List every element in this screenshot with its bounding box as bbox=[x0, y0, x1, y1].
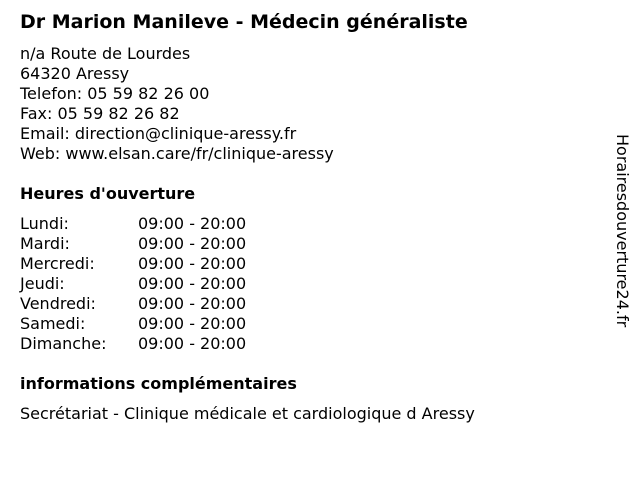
address-block bbox=[20, 44, 334, 164]
time-range: 09:00 - 20:00 bbox=[138, 334, 247, 353]
address-street: n/a Route de Lourdes bbox=[20, 44, 191, 63]
time-range: 09:00 - 20:00 bbox=[138, 274, 247, 293]
fax-number: Fax: 05 59 82 26 82 bbox=[20, 104, 180, 123]
phone-number: Telefon: 05 59 82 26 00 bbox=[20, 84, 210, 103]
website-url: Web: www.elsan.care/fr/clinique-aressy bbox=[20, 144, 334, 163]
hours-row-sunday bbox=[20, 334, 246, 354]
time-range: 09:00 - 20:00 bbox=[138, 294, 247, 313]
day-label: Mardi: bbox=[20, 234, 70, 253]
hours-row-monday bbox=[20, 214, 246, 234]
time-range: 09:00 - 20:00 bbox=[138, 214, 247, 233]
page-title: Dr Marion Manileve - Médecin généraliste bbox=[20, 11, 468, 33]
address-city: 64320 Aressy bbox=[20, 64, 130, 83]
day-label: Lundi: bbox=[20, 214, 69, 233]
day-label: Jeudi: bbox=[20, 274, 65, 293]
opening-hours-table bbox=[20, 214, 246, 354]
hours-row-friday bbox=[20, 294, 246, 314]
email-address: Email: direction@clinique-aressy.fr bbox=[20, 124, 297, 143]
day-label: Mercredi: bbox=[20, 254, 95, 273]
site-watermark: Horairesdouverture24.fr bbox=[613, 134, 632, 328]
additional-info-heading: informations complémentaires bbox=[20, 374, 297, 393]
time-range: 09:00 - 20:00 bbox=[138, 254, 247, 273]
time-range: 09:00 - 20:00 bbox=[138, 234, 247, 253]
day-label: Dimanche: bbox=[20, 334, 107, 353]
hours-row-saturday bbox=[20, 314, 246, 334]
hours-row-tuesday bbox=[20, 234, 246, 254]
time-range: 09:00 - 20:00 bbox=[138, 314, 247, 333]
day-label: Vendredi: bbox=[20, 294, 96, 313]
opening-hours-heading: Heures d'ouverture bbox=[20, 184, 196, 203]
hours-row-wednesday bbox=[20, 254, 246, 274]
hours-row-thursday bbox=[20, 274, 246, 294]
day-label: Samedi: bbox=[20, 314, 86, 333]
additional-info-text: Secrétariat - Clinique médicale et cardiologique d Aressy bbox=[20, 404, 475, 423]
